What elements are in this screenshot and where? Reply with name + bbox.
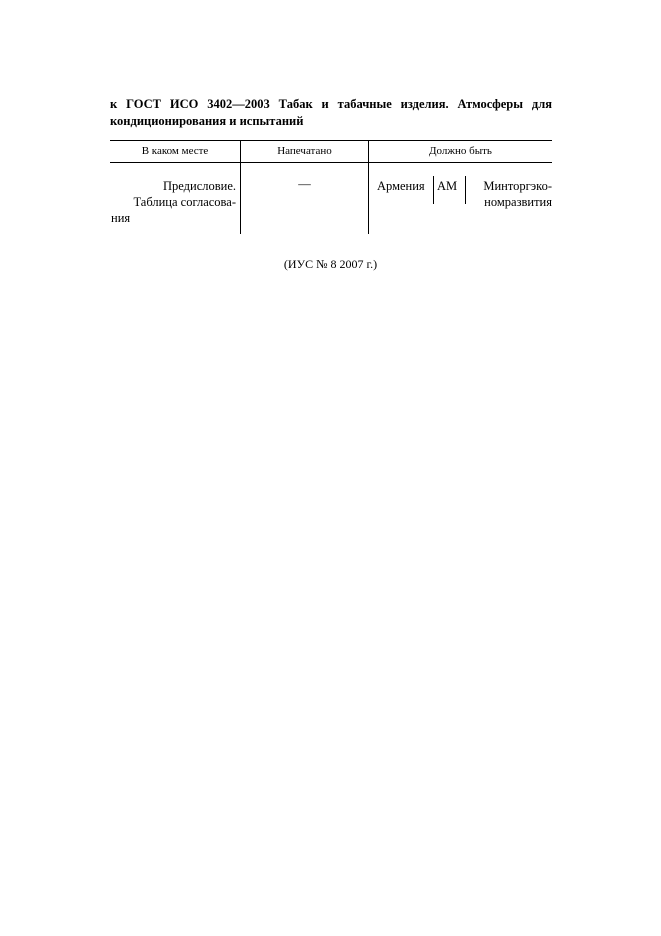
column-header-place: В каком месте: [141, 145, 209, 157]
amendment-title: [110, 96, 552, 130]
cell-place-line-2: Таблица согласова-: [133, 195, 236, 209]
cell-correct-org-line-2: номразвития: [484, 195, 552, 209]
corrections-table: [110, 140, 552, 234]
cell-correct-code: AM: [437, 179, 458, 193]
title-line-1: к ГОСТ ИСО 3402—2003 Табак и табачные изделия. Атмосферы для: [110, 97, 552, 111]
cell-printed: —: [298, 177, 311, 191]
inner-divider-1: [433, 176, 434, 204]
cell-place-line-3: ния: [111, 211, 131, 225]
cell-place-line-1: Предисловие.: [162, 179, 236, 193]
cell-correct-country: Армения: [377, 179, 425, 193]
inner-divider-2: [465, 176, 466, 204]
column-header-printed: Напечатано: [277, 145, 332, 157]
source-reference: (ИУС № 8 2007 г.): [283, 257, 378, 271]
title-line-2: кондиционирования и испытаний: [110, 114, 304, 128]
cell-correct-org-line-1: Минторгэко-: [483, 179, 552, 193]
table-top-rule: [110, 140, 552, 141]
table-header-rule: [110, 162, 552, 163]
column-header-correct: Должно быть: [429, 145, 492, 157]
